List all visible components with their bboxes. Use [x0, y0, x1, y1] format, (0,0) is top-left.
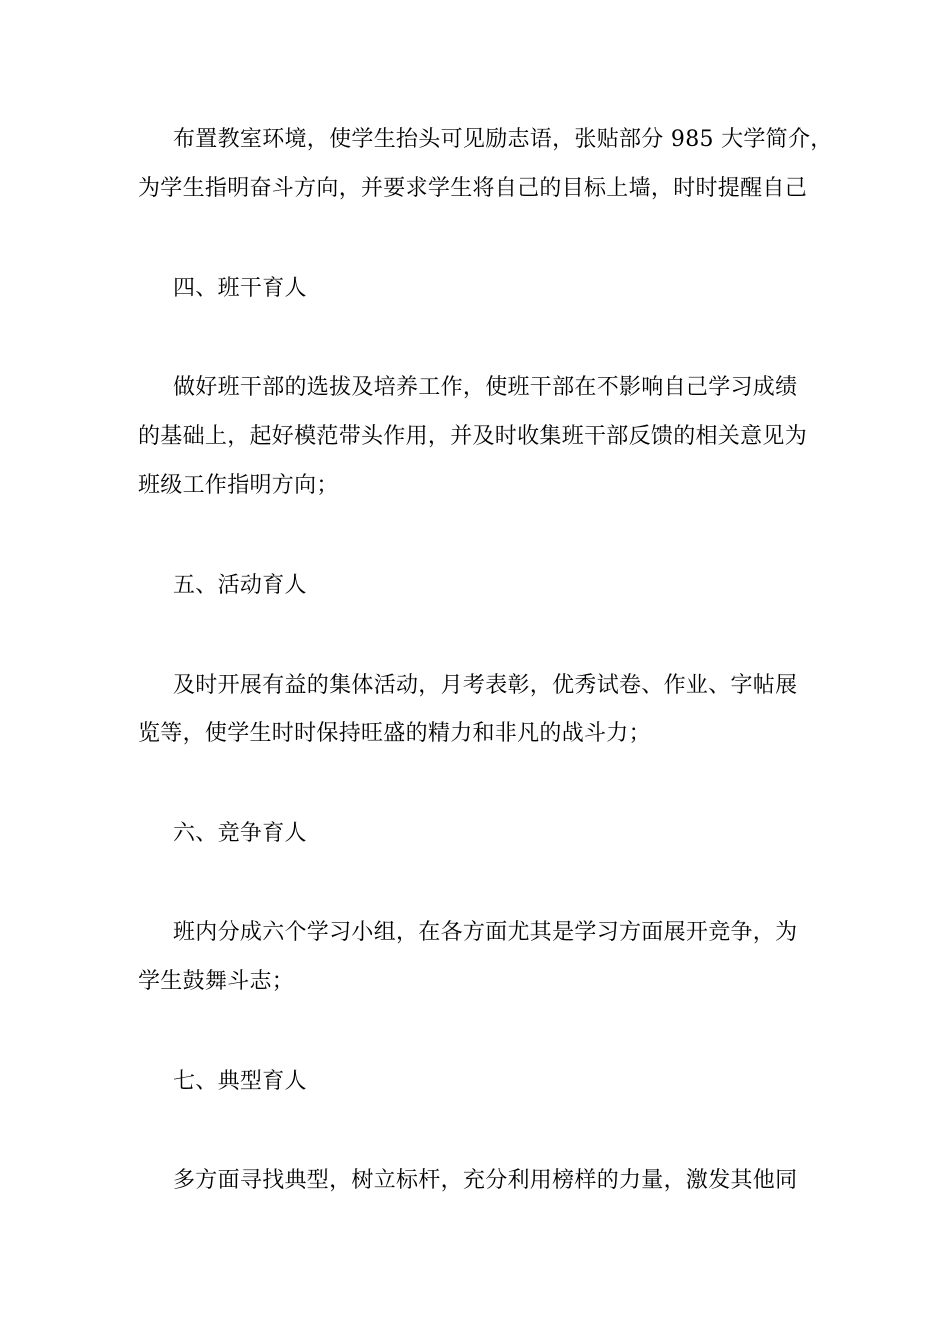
paragraph-cadre-line-1: 做好班干部的选拔及培养工作，使班干部在不影响自己学习成绩: [173, 375, 798, 400]
section-heading-4: 四、班干育人: [173, 276, 307, 301]
section-heading-7: 七、典型育人: [173, 1069, 307, 1094]
section-heading-6: 六、竞争育人: [173, 821, 307, 846]
paragraph-activity-line-1: 及时开展有益的集体活动，月考表彰，优秀试卷、作业、字帖展: [173, 673, 798, 698]
paragraph-cadre-line-2: 的基础上，起好模范带头作用，并及时收集班干部反馈的相关意见为: [138, 424, 808, 449]
paragraph-environment-line-2: 为学生指明奋斗方向，并要求学生将自己的目标上墙，时时提醒自己: [138, 176, 808, 201]
paragraph-activity-line-2: 览等，使学生时时保持旺盛的精力和非凡的战斗力；: [138, 721, 651, 746]
paragraph-cadre-line-3: 班级工作指明方向；: [138, 473, 339, 498]
paragraph-model-line-1: 多方面寻找典型，树立标杆，充分利用榜样的力量，激发其他同: [173, 1168, 798, 1193]
section-heading-5: 五、活动育人: [173, 573, 307, 598]
paragraph-competition-line-1: 班内分成六个学习小组，在各方面尤其是学习方面展开竞争，为: [173, 920, 798, 945]
paragraph-competition-line-2: 学生鼓舞斗志；: [138, 969, 295, 994]
paragraph-environment-line-1: 布置教室环境，使学生抬头可见励志语，张贴部分 985 大学简介，: [173, 127, 833, 152]
